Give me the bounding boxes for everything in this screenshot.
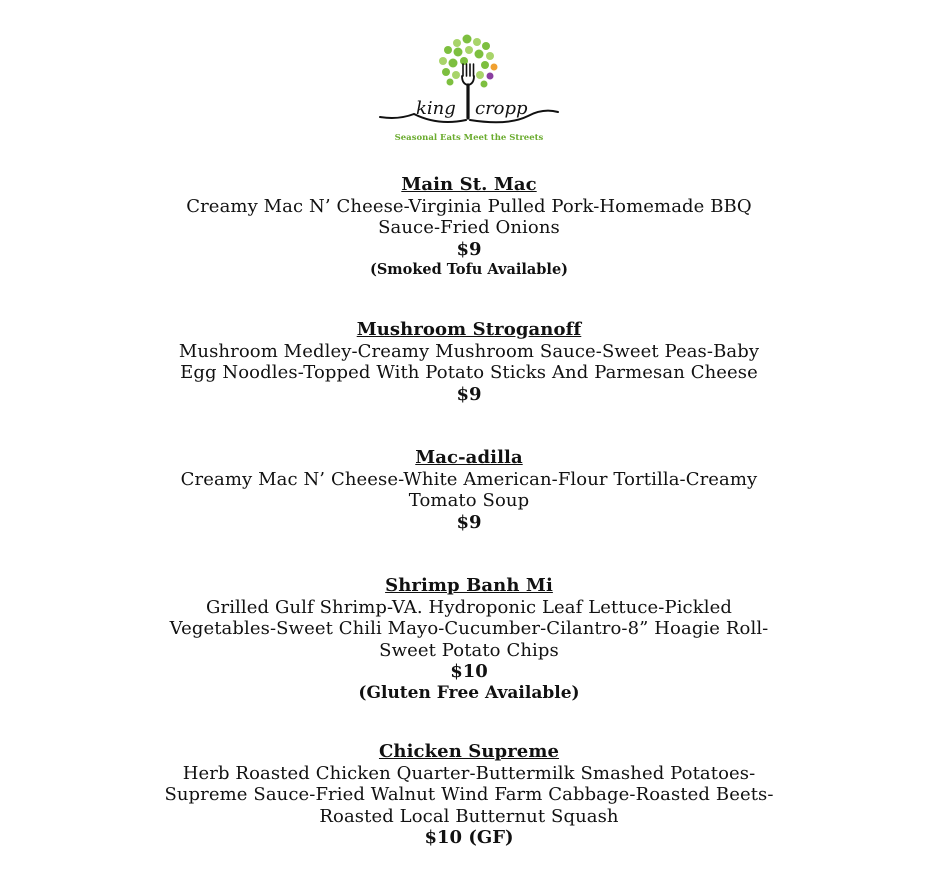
item-description: Herb Roasted Chicken Quarter-Buttermilk Smashed Potatoes-Supreme Sauce-Fried Walnut Wind Farm Cabbage-Roasted Beets-Roasted Local Butternut Squash <box>164 762 774 827</box>
brand-right-text: cropp <box>475 98 528 119</box>
menu-item-chicken-supreme <box>0 741 938 849</box>
menu-item-mac-adilla <box>0 447 938 533</box>
fork-icon <box>462 64 474 118</box>
item-title: Mac-adilla <box>415 447 523 468</box>
king-cropp-logo <box>378 30 560 148</box>
item-title: Shrimp Banh Mi <box>385 575 553 596</box>
item-title: Mushroom Stroganoff <box>356 319 582 340</box>
item-price: $10 <box>450 661 488 682</box>
tree-leaves-icon <box>439 35 498 88</box>
tree-fork-logo-icon <box>378 30 560 148</box>
menu-item-main-st-mac <box>0 174 938 280</box>
item-description: Creamy Mac N’ Cheese-Virginia Pulled Pork-Homemade BBQ Sauce-Fried Onions <box>186 195 752 238</box>
item-price: $9 <box>456 383 482 405</box>
menu-list <box>0 174 938 849</box>
item-description: Creamy Mac N’ Cheese-White American-Flour Tortilla-Creamy Tomato Soup <box>180 468 758 511</box>
item-price: $9 <box>456 238 482 260</box>
menu-item-shrimp-banh-mi <box>0 575 938 704</box>
menu-item-mushroom-stroganoff <box>0 319 938 405</box>
brand-left-text: king <box>416 98 456 119</box>
item-price: $10 (GF) <box>424 827 514 848</box>
item-note: (Smoked Tofu Available) <box>369 261 569 278</box>
item-note: (Gluten Free Available) <box>358 682 580 703</box>
item-title: Main St. Mac <box>401 174 537 195</box>
logo-tagline: Seasonal Eats Meet the Streets <box>394 133 544 143</box>
item-title: Chicken Supreme <box>378 741 560 762</box>
item-price: $9 <box>456 511 482 533</box>
item-description: Mushroom Medley-Creamy Mushroom Sauce-Sweet Peas-Baby Egg Noodles-Topped With Potato Sticks And Parmesan Cheese <box>178 340 760 383</box>
item-description: Grilled Gulf Shrimp-VA. Hydroponic Leaf Lettuce-Pickled Vegetables-Sweet Chili Mayo-Cucumber-Cilantro-8” Hoagie Roll-Sweet Potato Chips <box>169 596 769 661</box>
